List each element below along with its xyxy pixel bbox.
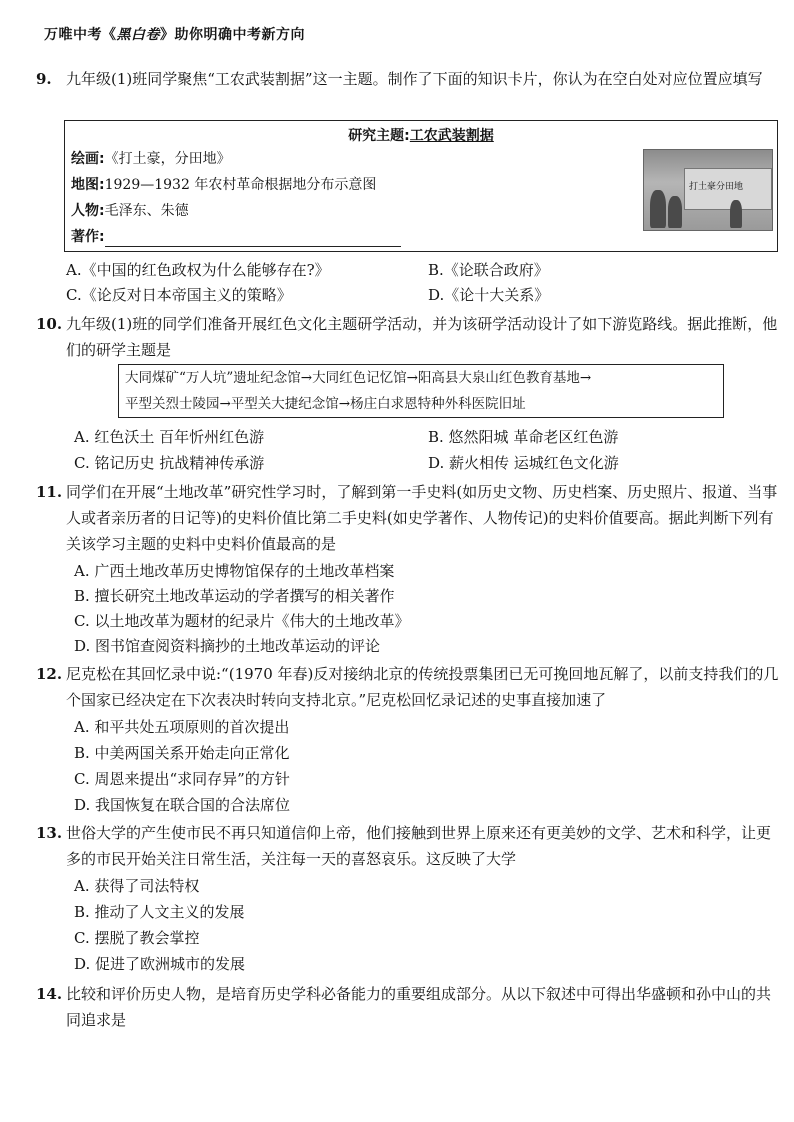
question-11-text: 同学们在开展“土地改革”研究性学习时，了解到第一手史料(如历史文物、历史档案、历史照片、报道、当事人或者亲历者的日记等)的史料价值比第二手史料(如史学著作、人物传记)的史料价值要高。据此判断下列有关该学习主题的史料中史料价值最高的是 [66,483,778,553]
question-9-text: 九年级(1)班同学聚焦“工农武装割据”这一主题。制作了下面的知识卡片，你认为在空白处对应位置应填写 [66,70,763,88]
question-10-option-c[interactable]: C. 铭记历史 抗战精神传承游 [74,454,265,472]
question-14-stem [36,981,781,1033]
question-13-text: 世俗大学的产生使市民不再只知道信仰上帝，他们接触到世界上原来还有更美妙的文学、艺术和科学，让更多的市民开始关注日常生活，关注每一天的喜怒哀乐。这反映了大学 [66,824,772,868]
question-13 [36,820,781,872]
question-12-option-b[interactable]: B. 中美两国关系开始走向正常化 [74,744,290,762]
painting-photo [643,149,773,231]
question-14-text: 比较和评价历史人物，是培育历史学科必备能力的重要组成部分。从以下叙述中可得出华盛顿和孙中山的共同追求是 [66,985,772,1029]
question-9-option-b[interactable]: B.《论联合政府》 [428,261,549,279]
card-row-label: 地图: [71,177,105,193]
photo-figure [650,190,666,228]
question-12-option-d[interactable]: D. 我国恢复在联合国的合法席位 [74,796,291,814]
card-row-label: 绘画: [71,151,105,167]
question-10-number: 10. [36,315,63,333]
photo-sign-text: 打土豪分田地 [689,182,744,192]
knowledge-card [64,120,778,252]
question-10 [36,311,781,363]
question-13-option-a[interactable]: A. 获得了司法特权 [74,877,200,895]
question-13-option-c[interactable]: C. 摆脱了教会掌控 [74,929,200,947]
photo-wall [684,168,772,210]
question-12-option-a[interactable]: A. 和平共处五项原则的首次提出 [74,718,290,736]
question-14 [36,981,781,1033]
question-11 [36,479,781,557]
card-row-map [71,175,376,195]
question-13-option-d[interactable]: D. 促进了欧洲城市的发展 [74,955,246,973]
card-row-label: 人物: [71,203,105,219]
answer-blank [105,232,401,247]
card-row-painting [71,149,231,169]
question-13-stem [36,820,781,872]
question-12-number: 12. [36,665,63,683]
question-12 [36,661,781,713]
card-row-people [71,201,189,221]
card-row-value: 1929—1932 年农村革命根据地分布示意图 [104,177,377,193]
card-title [65,125,777,145]
question-9-option-a[interactable]: A.《中国的红色政权为什么能够存在?》 [66,261,330,279]
question-12-stem [36,661,781,713]
header-book-title: 黑白卷 [116,27,160,43]
card-row-value: 《打土豪，分田地》 [104,151,231,167]
question-14-number: 14. [36,985,63,1003]
question-10-option-d[interactable]: D. 薪火相传 运城红色文化游 [428,454,619,472]
photo-figure [730,200,742,228]
card-row-works [71,227,401,247]
question-12-option-c[interactable]: C. 周恩来提出“求同存异”的方针 [74,770,290,788]
question-9-option-c[interactable]: C.《论反对日本帝国主义的策略》 [66,286,292,304]
card-row-value: 毛泽东、朱德 [104,203,189,219]
question-10-text: 九年级(1)班的同学们准备开展红色文化主题研学活动，并为该研学活动设计了如下游览路线。据此推断，他们的研学主题是 [66,315,778,359]
route-line-1: 大同煤矿“万人坑”遗址纪念馆→大同红色记忆馆→阳高县大泉山红色教育基地→ [125,370,592,386]
header-prefix: 万唯中考《 [44,27,117,43]
question-13-option-b[interactable]: B. 推动了人文主义的发展 [74,903,245,921]
page-header [44,24,305,44]
tour-route-box [118,364,724,418]
question-11-number: 11. [36,483,63,501]
question-10-option-a[interactable]: A. 红色沃土 百年忻州红色游 [74,428,265,446]
card-title-value: 工农武装割据 [409,128,494,144]
header-suffix: 》助你明确中考新方向 [160,27,305,43]
question-13-number: 13. [36,824,63,842]
card-row-label: 著作: [71,229,105,245]
question-10-option-b[interactable]: B. 悠然阳城 革命老区红色游 [428,428,619,446]
question-11-option-a[interactable]: A. 广西土地改革历史博物馆保存的土地改革档案 [74,562,395,580]
photo-figure [668,196,682,228]
question-11-option-b[interactable]: B. 擅长研究土地改革运动的学者撰写的相关著作 [74,587,395,605]
question-11-stem [36,479,781,557]
question-10-stem [36,311,781,363]
question-9-option-d[interactable]: D.《论十大关系》 [428,286,550,304]
question-11-option-c[interactable]: C. 以土地改革为题材的纪录片《伟大的土地改革》 [74,612,410,630]
question-12-text: 尼克松在其回忆录中说:“(1970 年春)反对接纳北京的传统投票集团已无可挽回地瓦解了，以前支持我们的几个国家已经决定在下次表决时转向支持北京。”尼克松回忆录记述的史事直接加速了 [66,665,779,709]
question-9-stem [36,66,781,92]
question-11-option-d[interactable]: D. 图书馆查阅资料摘抄的土地改革运动的评论 [74,637,381,655]
question-9 [36,66,781,92]
question-9-number: 9. [36,70,52,88]
route-line-2: 平型关烈士陵园→平型关大捷纪念馆→杨庄白求恩特种外科医院旧址 [125,396,526,412]
card-title-label: 研究主题: [348,128,410,144]
